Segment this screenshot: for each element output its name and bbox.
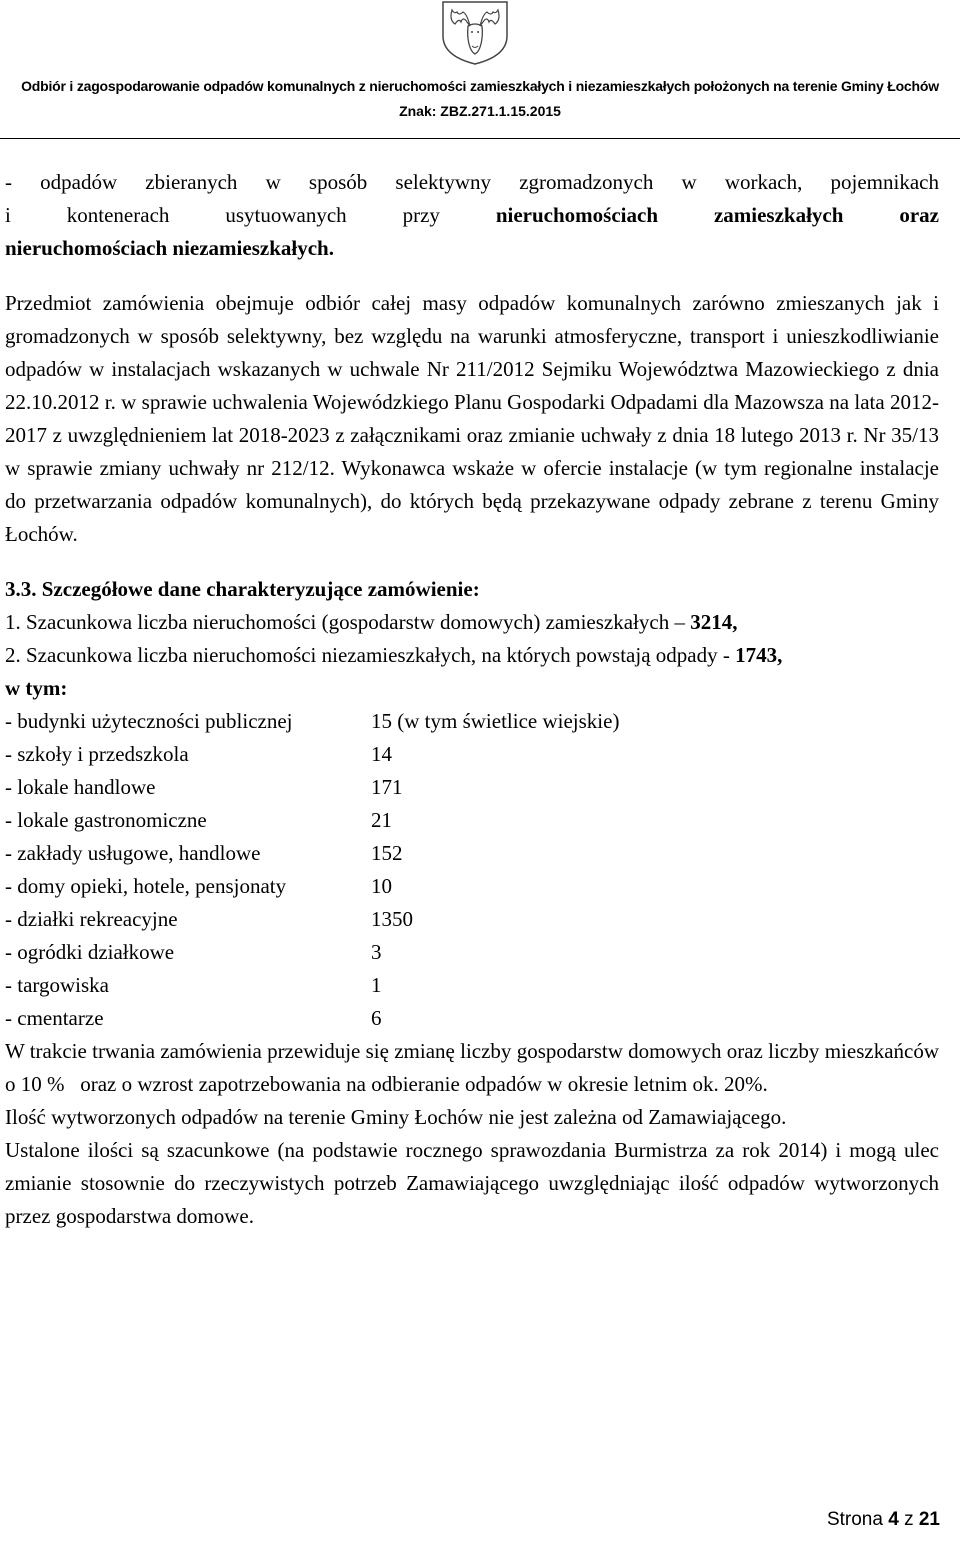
list-item-label: - zakłady usługowe, handlowe [5, 841, 261, 865]
list-item-value: 1350 [371, 907, 413, 931]
list-item-value: 21 [371, 808, 392, 832]
list-item-label: - domy opieki, hotele, pensjonaty [5, 874, 287, 898]
list-item-value: 171 [371, 775, 403, 799]
list-item-value: 1 [371, 973, 382, 997]
section-item-1 [5, 606, 939, 639]
spacer [5, 551, 939, 573]
list-item [5, 870, 939, 903]
list-item-value: 10 [371, 874, 392, 898]
subject-paragraph [5, 287, 939, 551]
page-number [827, 1509, 940, 1531]
intro-line-3-bold: nieruchomościach niezamieszkałych. [5, 236, 334, 260]
closing-paragraph-3: Ustalone ilości są szacunkowe (na podstawie rocznego sprawozdania Burmistrza za rok 2014) i mogą ulec zmianie stosownie do rzeczywistych potrzeb Zamawiającego uwzględniając ilość odpadów wytworzonych przez gospodarstwa domowe. [5, 1138, 939, 1228]
list-item [5, 705, 939, 738]
list-item [5, 936, 939, 969]
section-item-2-sub-text: w tym: [5, 676, 68, 700]
intro-line-1: - odpadów zbieranych w sposób selektywny zgromadzonych w workach, pojemnikach [5, 170, 939, 194]
document-body [5, 166, 945, 1233]
intro-line-3 [5, 232, 939, 265]
list-item-label: - lokale gastronomiczne [5, 808, 207, 832]
list-item-value: 3 [371, 940, 382, 964]
list-item [5, 771, 939, 804]
list-item-value: 15 (w tym świetlice wiejskie) [371, 709, 620, 733]
page-number-total: 21 [918, 1509, 940, 1530]
subject-paragraph-text-b: Wykonawca wskaże w ofercie instalacje (w tym regionalne instalacje do przetwarzania odpadów komunalnych), do których będą przekazywane odpady zebrane z terenu Gminy Łochów. [5, 456, 939, 546]
moose-head-crest-icon [437, 0, 513, 66]
list-item-label: - cmentarze [5, 1006, 104, 1030]
list-item [5, 903, 939, 936]
page-number-prefix: Strona [826, 1509, 889, 1530]
list-item-label: - szkoły i przedszkola [5, 742, 189, 766]
property-list [5, 705, 939, 1035]
list-item-label: - ogródki działkowe [5, 940, 175, 964]
header-reference-number: Znak: ZBZ.271.1.15.2015 [399, 103, 561, 119]
list-item [5, 837, 939, 870]
list-item-value: 152 [371, 841, 403, 865]
section-item-1-value: 3214, [690, 610, 738, 634]
list-item-value: 6 [371, 1006, 382, 1030]
list-item-label: - targowiska [5, 973, 110, 997]
subject-paragraph-text-a: Przedmiot zamówienia obejmuje odbiór całej masy odpadów komunalnych zarówno zmieszanych jak i gromadzonych w sposób selektywny, bez względu na warunki atmosferyczne, transport i unieszkodliwianie odpadów w instalacjach wskazanych w uchwale Nr 211/2012 Sejmiku Województwa Mazowieckiego z dnia 22.10.2012 r. w sprawie uchwalenia Wojewódzkiego Planu Gospodarki Odpadami dla Mazowsza na lata 2012-2017 z uwzględnieniem lat 2018-2023 z załącznikami oraz zmianie uchwały z dnia 18 lutego 2013 r. Nr 35/13 w sprawie zmiany uchwały nr 212/12. [5, 291, 939, 480]
list-item [5, 969, 939, 1002]
page-number-current: 4 [888, 1509, 899, 1530]
section-item-2-sub [5, 672, 939, 705]
list-item-value: 14 [371, 742, 392, 766]
section-heading [5, 573, 939, 606]
section-item-2-value: 1743, [735, 643, 783, 667]
intro-line-2-text: i kontenerach usytuowanych przy [5, 203, 496, 227]
spacer [5, 265, 939, 287]
header-title: Odbiór i zagospodarowanie odpadów komunalnych z nieruchomości zamieszkałych i niezamieszkałych położonych na terenie Gminy Łochów [21, 78, 939, 94]
closing-paragraph-2: Ilość wytworzonych odpadów na terenie Gminy Łochów nie jest zależna od Zamawiającego. [5, 1105, 787, 1129]
intro-line-2-bold: nieruchomościach zamieszkałych oraz [495, 203, 939, 227]
list-item [5, 1002, 939, 1035]
list-item-label: - budynki użyteczności publicznej [5, 709, 293, 733]
list-item-label: - lokale handlowe [5, 775, 156, 799]
intro-line-2 [5, 199, 939, 232]
list-item [5, 738, 939, 771]
section-item-2 [5, 639, 939, 672]
header-divider [0, 138, 960, 139]
closing-paragraph-1: W trakcie trwania zamówienia przewiduje się zmianę liczby gospodarstw domowych oraz liczby mieszkańców o 10 % oraz o wzrost zapotrzebowania na odbieranie odpadów w okresie letnim ok. 20%. [5, 1039, 945, 1096]
list-item-label: - działki rekreacyjne [5, 907, 178, 931]
page-header [0, 0, 960, 142]
section-item-2-text: 2. Szacunkowa liczba nieruchomości niezamieszkałych, na których powstają odpady - [5, 643, 736, 667]
section-item-1-text: 1. Szacunkowa liczba nieruchomości (gospodarstw domowych) zamieszkałych – [5, 610, 691, 634]
list-item [5, 804, 939, 837]
page-number-separator: z [898, 1509, 919, 1530]
section-heading-text: 3.3. Szczegółowe dane charakteryzujące zamówienie: [5, 577, 480, 601]
